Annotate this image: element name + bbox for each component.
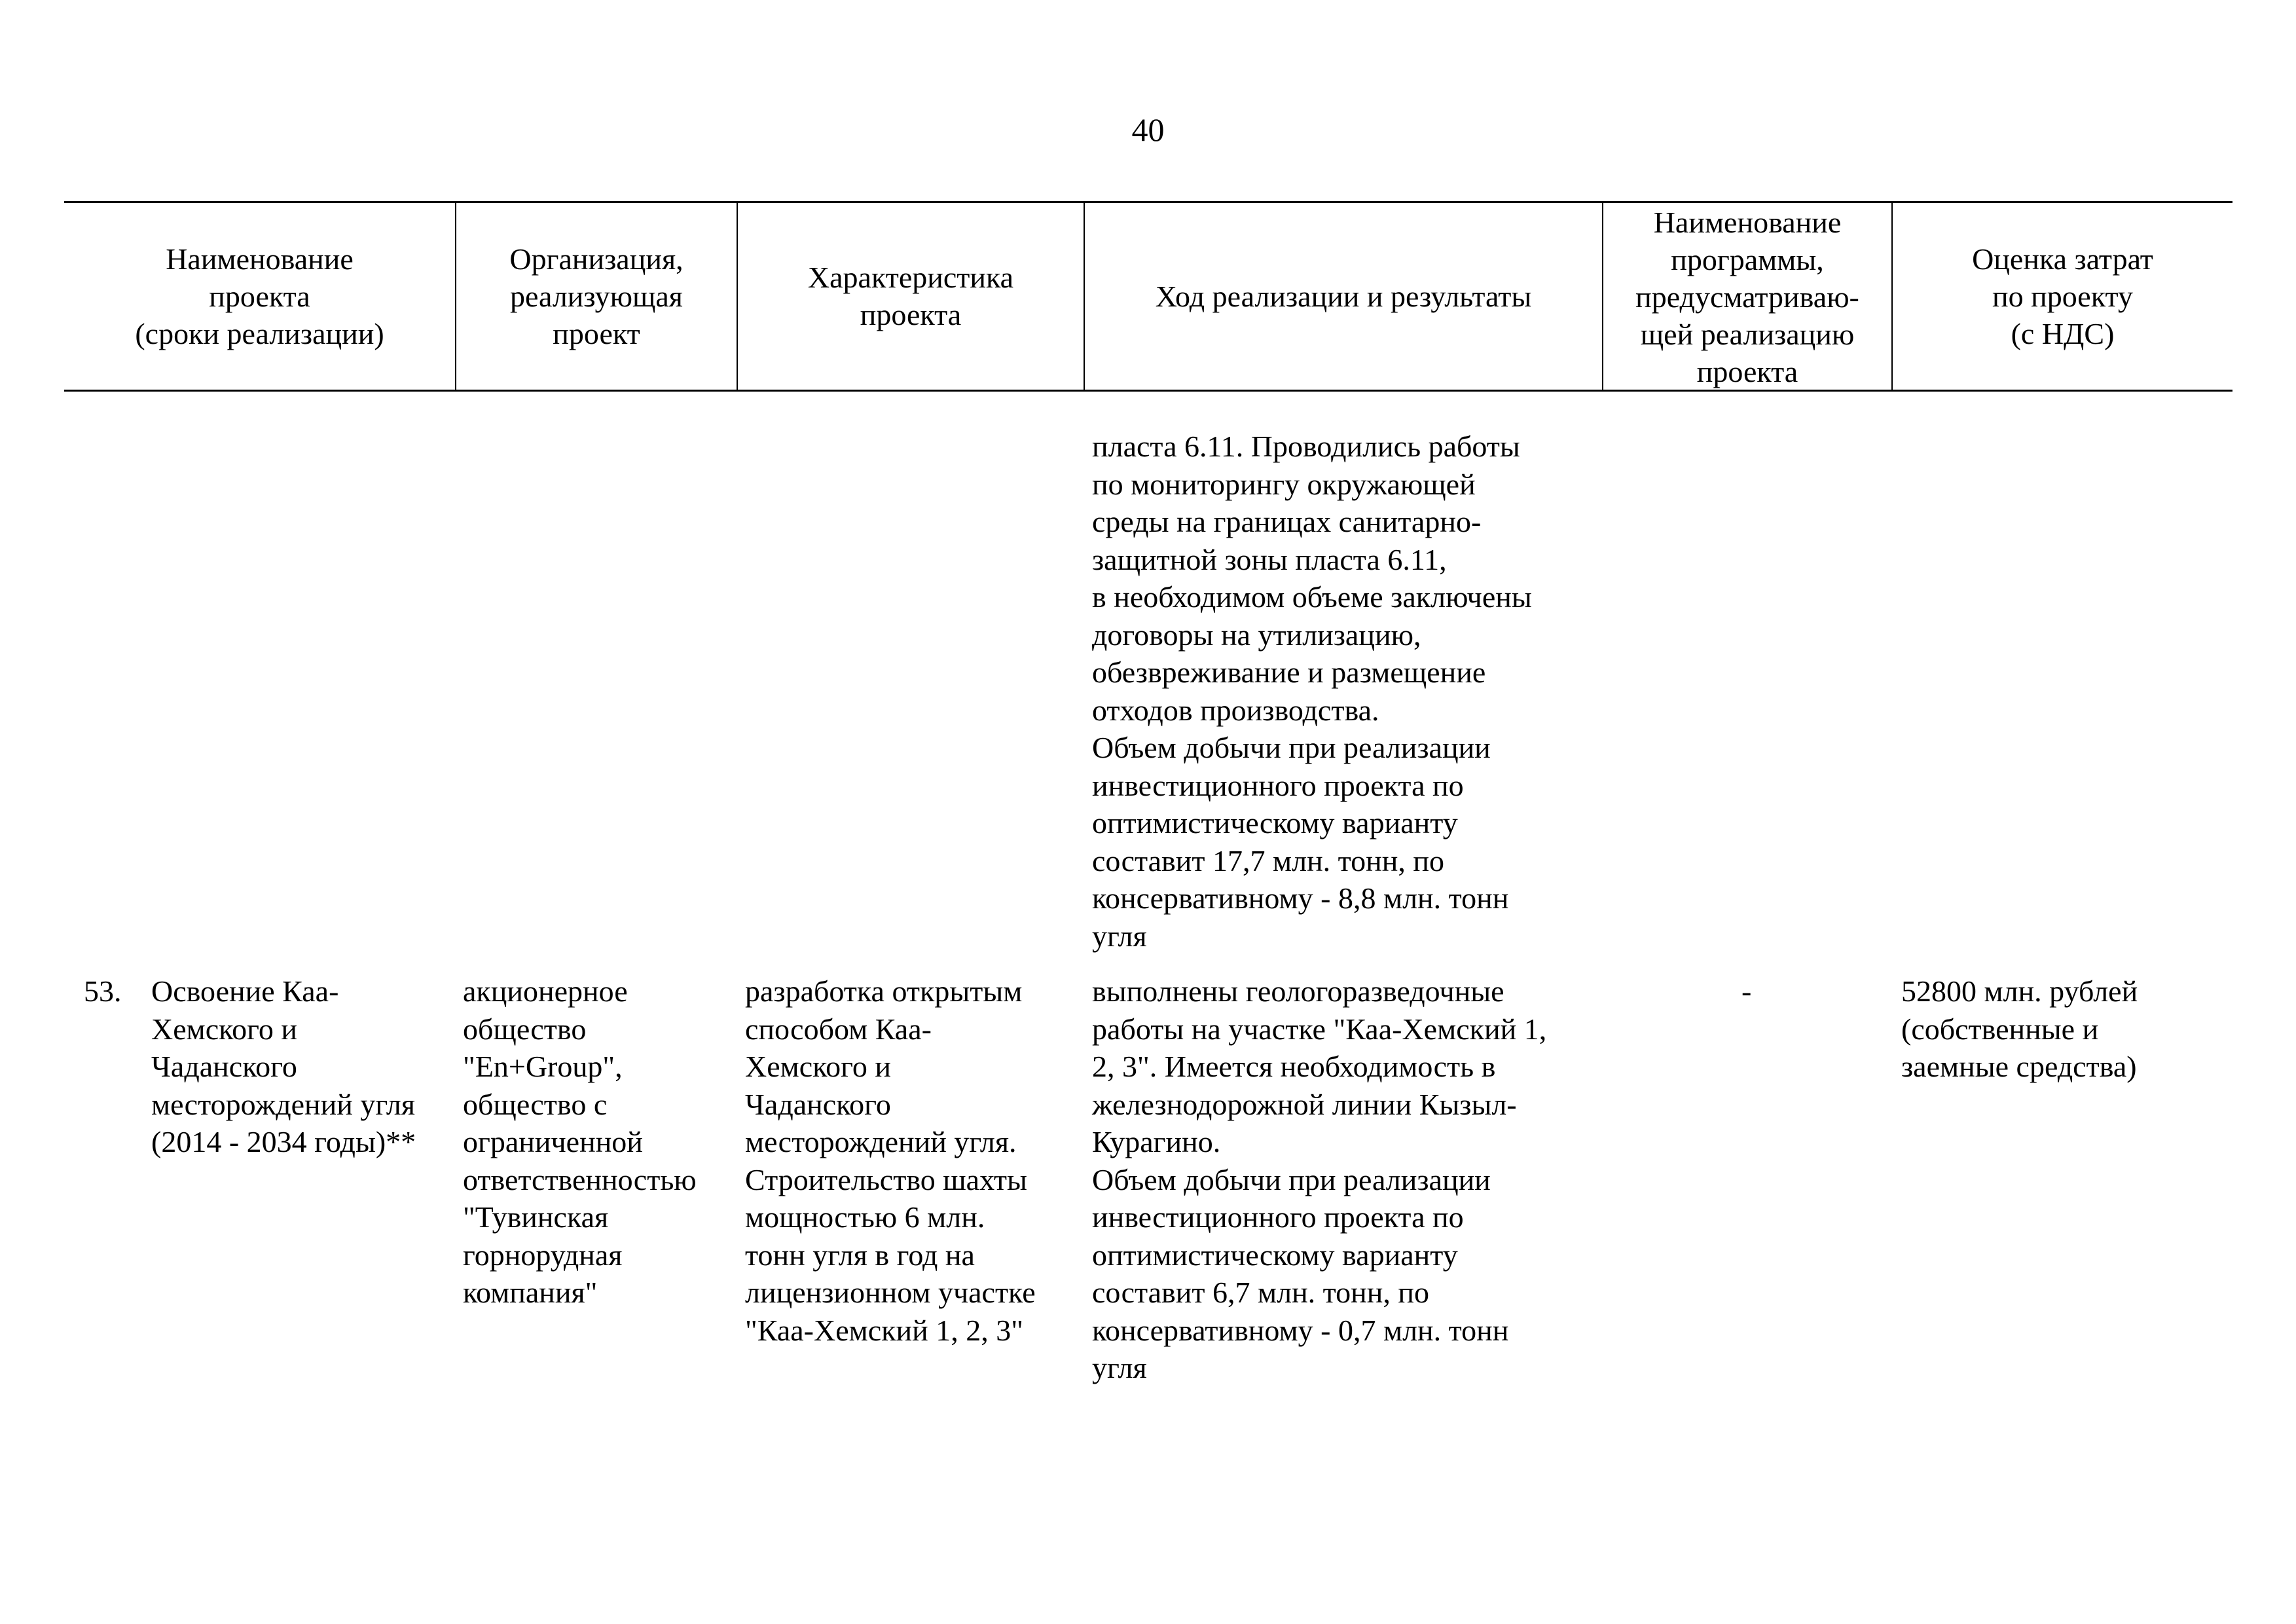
header-project-name: Наименование проекта (сроки реализации) — [135, 242, 384, 350]
row-organization: акционерное общество "En+Group", общество с ограниченной ответственностью "Тувинская горнорудная компания" — [463, 974, 697, 1309]
header-progress: Ход реализации и результаты — [1155, 279, 1532, 313]
page-number: 40 — [1131, 111, 1165, 148]
header-bottom-rule — [64, 390, 2232, 392]
header-program: Наименование программы, предусматриваю- щей реализацию проекта — [1635, 205, 1859, 388]
header-cost: Оценка затрат по проекту (с НДС) — [1972, 242, 2153, 350]
row-number: 53. — [84, 974, 122, 1008]
row-characteristic: разработка открытым способом Каа- Хемского и Чаданского месторождений угля. Строительство шахты мощностью 6 млн. тонн угля в год на лицензионном участке "Каа-Хемский 1, 2, 3" — [745, 974, 1036, 1347]
row-project-name: Освоение Каа- Хемского и Чаданского месторождений угля (2014 - 2034 годы)** — [151, 974, 416, 1158]
row-program: - — [1741, 974, 1752, 1008]
row-progress: выполнены геологоразведочные работы на участке "Каа-Хемский 1, 2, 3". Имеется необходимость в железнодорожной линии Кызыл- Курагино. Объем добычи при реализации инвестиционного проекта по оптимистическому варианту составит 6,7 млн. тонн, по консервативному - 0,7 млн. тонн угля — [1092, 974, 1547, 1384]
header-characteristic: Характеристика проекта — [807, 261, 1014, 331]
header-organization: Организация, реализующая проект — [509, 242, 683, 350]
row-cost: 52800 млн. рублей (собственные и заемные средства) — [1901, 974, 2138, 1083]
continuation-progress-text: пласта 6.11. Проводились работы по мониторингу окружающей среды на границах санитарно- защитной зоны пласта 6.11, в необходимом объеме заключены договоры на утилизацию, обезвреживание и размещение отходов производства. Объем добычи при реализации инвестиционного проекта по оптимистическому варианту составит 17,7 млн. тонн, по консервативному - 8,8 млн. тонн угля — [1092, 430, 1532, 953]
